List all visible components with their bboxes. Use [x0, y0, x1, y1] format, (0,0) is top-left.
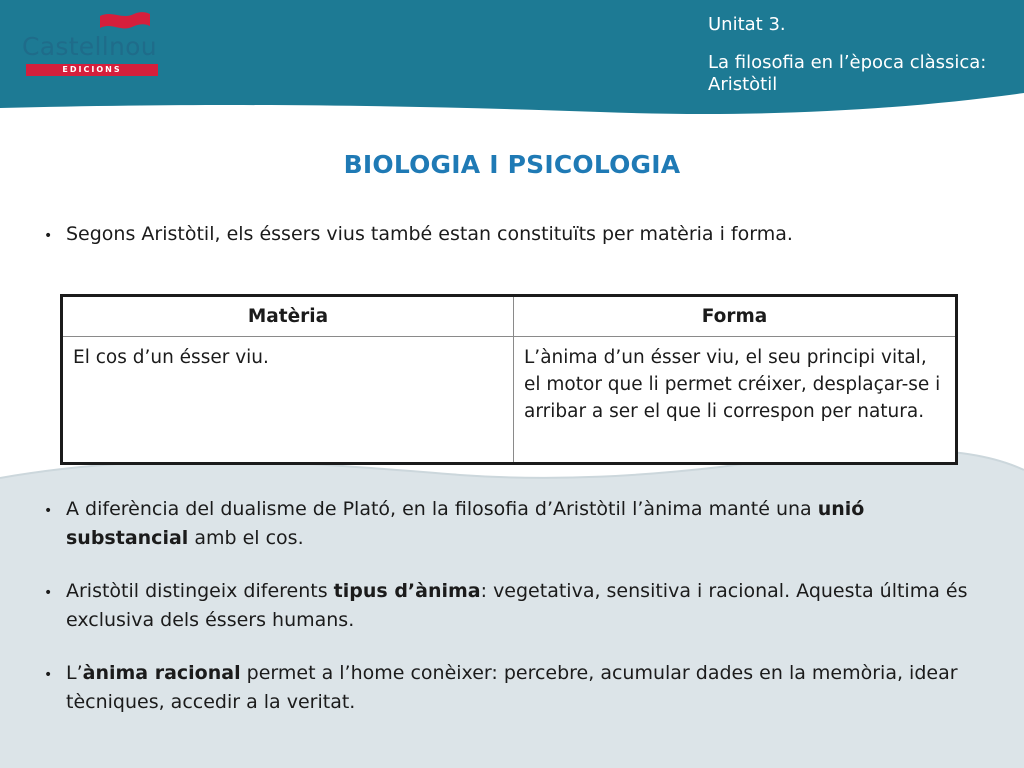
bullet-substantial-union — [44, 495, 974, 553]
brand-subtitle: EDICIONS — [26, 64, 158, 76]
bullet-text-pre: A diferència del dualisme de Plató, en la filosofia d’Aristòtil l’ànima manté una — [66, 498, 818, 520]
bullet-text-bold: ànima racional — [82, 662, 241, 684]
bullet-dot: • — [44, 228, 53, 244]
bullet-text — [66, 577, 974, 635]
slide-title: BIOLOGIA I PSICOLOGIA — [343, 150, 681, 179]
bullet-text — [66, 659, 974, 717]
bullet-rational-soul — [44, 659, 974, 717]
bullet-text-post: : vegetativa, sensitiva i racional. Aquesta última és exclusiva dels éssers humans. — [66, 580, 968, 631]
bullet-text-bold: tipus d’ànima — [333, 580, 481, 602]
header-form: Forma — [514, 296, 957, 337]
bullet-dot: • — [44, 585, 53, 601]
matter-form-table — [60, 294, 958, 465]
bullet-dot: • — [44, 503, 53, 519]
castellnou-logo — [22, 10, 162, 80]
table-header-row — [62, 296, 957, 337]
bullet-text — [66, 495, 974, 553]
bullet-text-post: amb el cos. — [188, 527, 304, 549]
cell-matter: El cos d’un ésser viu. — [62, 337, 514, 464]
bullet-text-bold: unió substancial — [66, 498, 865, 549]
bullet-text-post: permet a l’home conèixer: percebre, acumular dades en la memòria, idear tècniques, accedir a la veritat. — [66, 662, 958, 713]
cell-form: L’ànima d’un ésser viu, el seu principi vital, el motor que li permet créixer, desplaçar-se i arribar a ser el que li correspon per natura. — [514, 337, 957, 464]
bullet-text-pre: Aristòtil distingeix diferents — [66, 580, 334, 602]
unit-title: La filosofia en l’època clàssica: Aristòtil — [708, 52, 987, 95]
bullet-soul-types — [44, 577, 974, 635]
intro-text: Segons Aristòtil, els éssers vius també estan constituïts per matèria i forma. — [66, 223, 793, 245]
flag-icon — [96, 10, 152, 34]
bullet-text-pre: L’ — [66, 662, 83, 684]
header-matter: Matèria — [62, 296, 514, 337]
intro-bullet — [44, 220, 974, 249]
table-row — [62, 337, 957, 464]
brand-name: Castellnou — [22, 32, 157, 61]
bullet-dot: • — [44, 667, 53, 683]
unit-label: Unitat 3. — [708, 14, 786, 35]
